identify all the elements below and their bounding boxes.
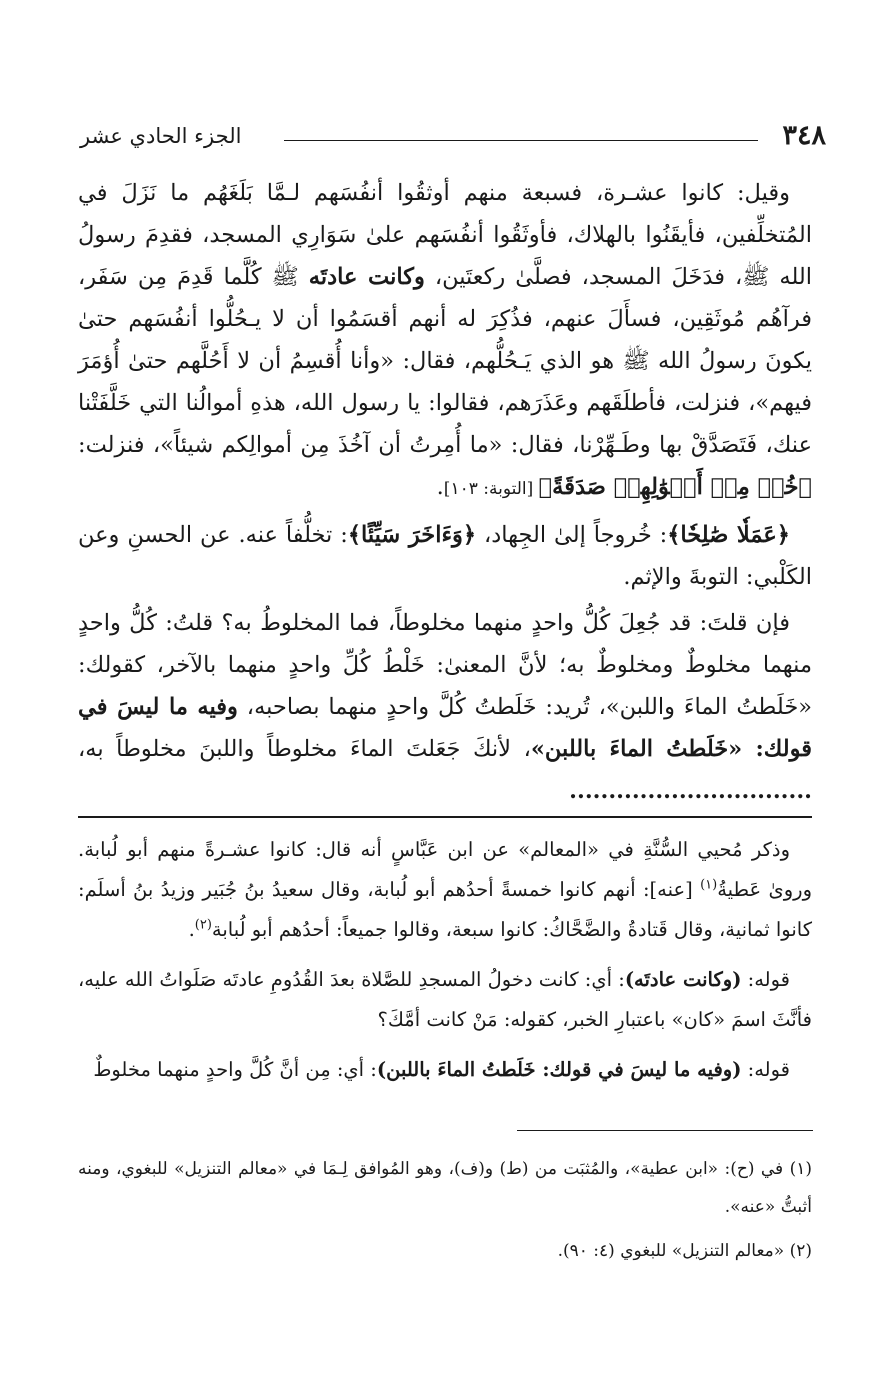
main-paragraph-2 bbox=[78, 514, 812, 598]
commentary-lemma: (وكانت عادتَه) bbox=[624, 968, 742, 991]
footnotes bbox=[78, 1150, 812, 1276]
commentary-separator bbox=[78, 816, 812, 818]
main-paragraph-3-end: ، لأنكَ جَعَلتَ الماءَ مخلوطاً واللبنَ مخلوطاً به، bbox=[78, 736, 531, 762]
footnote-marker: (٢) bbox=[194, 917, 212, 933]
quran-quote: ﴿عَمَلٗا صَٰلِحٗا﴾ bbox=[667, 522, 790, 548]
commentary-paragraph-2-text: : أي: كانت دخولُ المسجدِ للصَّلاة بعدَ القُدُومِ عادتَه صَلَواتُ الله عليه، فأنَّثَ اسمَ «كان» باعتبارِ الخبر، كقوله: مَنْ كانت أمَّكَ؟ bbox=[78, 968, 812, 1031]
main-paragraph-1-end: . bbox=[436, 474, 444, 500]
main-paragraph-2-text: : خُروجاً إلىٰ الجِهاد، bbox=[476, 522, 668, 548]
commentary-paragraph-1-text: وذكر مُحيي السُّنَّةِ في «المعالم» عن ابن عَبَّاسٍ أنه قال: كانوا عشـرةً منهم أبو لُبابة. وروىٰ عَطيةُ bbox=[78, 838, 812, 901]
main-paragraph-3-bold: وفيه ما ليسَ في قولك: «خَلَطتُ الماءَ باللبن» bbox=[78, 694, 812, 762]
commentary-paragraph-3 bbox=[78, 1050, 812, 1090]
footnote-1: (١) في (ح): «ابن عطية»، والمُثبَت من (ط) و(ف)، وهو المُوافق لِـمَا في «معالم التنزيل» للبغوي، ومنه أثبتُّ «عنه». bbox=[78, 1159, 812, 1217]
page-number: ٣٤٨ bbox=[782, 120, 826, 151]
footnote-2: (٢) «معالم التنزيل» للبغوي (٤: ٩٠). bbox=[557, 1241, 812, 1261]
main-paragraph-1-continued: ﷺ كُلَّما قَدِمَ مِن سَفَر، فرآهُم مُوثَقِين، فسأَلَ عنهم، فذُكِرَ له أنهم أقسَمُوا أن لا يـحُلُّوا أنفُسَهم حتىٰ يكونَ رسولُ الله ﷺ هو الذي يَـحُلُّهم، فقال: «وأنا أُقسِمُ أن لا أَحُلَّهم حتىٰ أُؤمَرَ فيهم»، فنزلت، فأطلَقَهم وعَذَرَهم، فقالوا: يا رسول الله، هذهِ أموالُنا التي خَلَّفَتْنا عنك، فَتَصَدَّقْ بها وطَـهِّرْنا، فقال: «ما أُمِرتُ أن آخُذَ مِن أموالِكم شيئاً»، فنزلت: bbox=[78, 264, 812, 458]
main-paragraph-3-text: فإن قلتَ: قد جُعِلَ كُلُّ واحدٍ منهما مخلوطاً، فما المخلوطُ به؟ قلتُ: كُلُّ واحدٍ منهما مخلوطٌ ومخلوطٌ به؛ لأنَّ المعنىٰ: خَلْطُ كُلِّ واحدٍ منهما بالآخر، كقولك: «خَلَطتُ الماءَ واللبن»، تُريد: خَلَطتُ كُلَّ واحدٍ منهما بصاحبه، bbox=[78, 610, 812, 720]
main-paragraph-1 bbox=[78, 172, 812, 510]
main-paragraph-3 bbox=[78, 602, 812, 812]
commentary-label: قوله: bbox=[741, 1058, 790, 1081]
commentary-paragraph-2 bbox=[78, 960, 812, 1040]
footnote-marker: (١) bbox=[700, 877, 718, 893]
footnote-separator bbox=[517, 1130, 813, 1131]
commentary-paragraph-1-end: . bbox=[188, 918, 195, 941]
volume-title: الجزء الحادي عشر bbox=[80, 124, 242, 148]
quran-quote: ﴿خُذۡ مِنۡ أَمۡوَٰلِهِمۡ صَدَقَةً﴾ bbox=[538, 474, 812, 500]
quran-reference: [التوبة: ١٠٣] bbox=[443, 479, 539, 499]
main-text bbox=[78, 172, 812, 816]
commentary-paragraph-1 bbox=[78, 830, 812, 950]
ellipsis-dots: ............................... bbox=[569, 778, 812, 804]
main-paragraph-2-end: : تخلُّفاً عنه. عن الحسنِ وعن الكَلْبي: التوبةَ والإثم. bbox=[78, 522, 812, 590]
commentary-paragraph-3-text: : أي: مِن أنَّ كُلَّ واحدٍ منهما مخلوطٌ bbox=[93, 1058, 377, 1081]
commentary-label: قوله: bbox=[741, 968, 790, 991]
header-rule bbox=[284, 140, 758, 141]
quran-quote: ﴿وَءَاخَرَ سَيِّئًا﴾ bbox=[347, 522, 477, 548]
main-paragraph-1-bold: وكانت عادتَه bbox=[308, 264, 425, 290]
commentary-lemma: (وفيه ما ليسَ في قولك: خَلَطتُ الماءَ باللبن) bbox=[376, 1058, 742, 1081]
commentary bbox=[78, 830, 812, 1100]
main-paragraph-1-text: وقيل: كانوا عشـرة، فسبعة منهم أوثقُوا أنفُسَهم لـمَّا بَلَغَهُم ما نَزَلَ في المُتخلِّفين، فأيقَنُوا بالهلاك، فأوثَقُوا أنفُسَهم علىٰ سَوَارِي المسجد، فقدِمَ رسولُ الله ﷺ، فدَخَلَ المسجد، فصلَّىٰ ركعتَين، bbox=[78, 180, 813, 290]
commentary-paragraph-1-continued: [عنه]: أنهم كانوا خمسةً أحدُهم أبو لُبابة، وقال سعيدُ بنُ جُبَير وزيدُ بنُ أسلَم: كانوا ثمانية، وقال قَتادةُ والضَّحَّاكُ: كانوا سبعة، وقالوا جميعاً: أحدُهم أبو لُبابة bbox=[78, 878, 812, 941]
running-header bbox=[80, 118, 826, 158]
